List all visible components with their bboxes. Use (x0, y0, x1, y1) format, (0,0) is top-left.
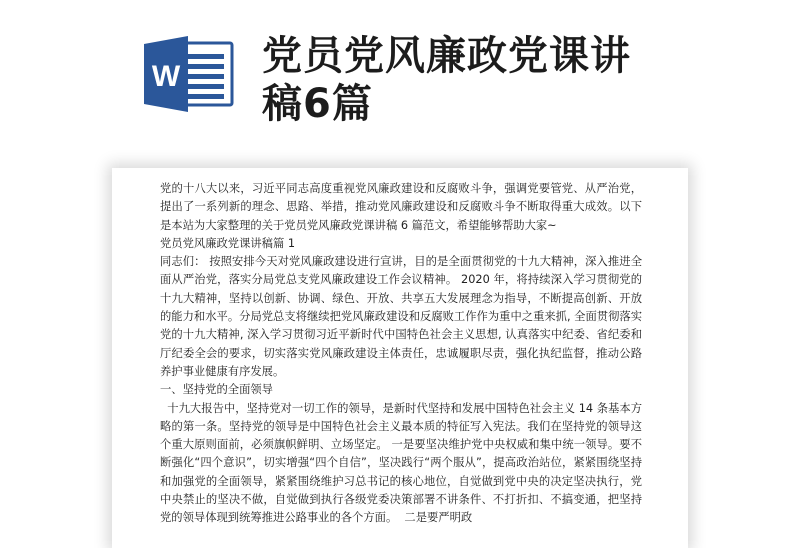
intro-paragraph: 党的十八大以来，习近平同志高度重视党风廉政建设和反腐败斗争，强调党要管党、从严治党，提出了一系列新的理念、思路、举措，推动党风廉政建设和反腐败斗争不断取得重大成效。以下是本站为大家整理的关于党员党风廉政党课讲稿 6 篇范文，希望能够帮助大家~ (160, 182, 642, 232)
document-page (112, 168, 688, 548)
word-icon-letter: W (151, 60, 181, 93)
header (0, 0, 800, 165)
body-paragraph: 十九大报告中，坚持党对一切工作的领导，是新时代坚持和发展中国特色社会主义 14 条基本方略的第一条。坚持党的领导是中国特色社会主义最本质的特征写入宪法。我们在坚持党的领导这个重大原则面前，必须旗帜鲜明、立场坚定。 一是要坚决维护党中央权威和集中统一领导。要不断强化“四个意识”，切实增强“四个自信”，坚决践行“两个服从”，提高政治站位，紧紧围绕坚持和加强党的全面领导，紧紧围绕维护习总书记的核心地位，自觉做到党中央的决定坚决执行，党中央禁止的坚决不做，自觉做到执行各级党委决策部署不讲条件、不打折扣、不搞变通，把坚持党的领导体现到统筹推进公路事业的各个方面。 二是要严明政 (160, 401, 642, 525)
subheading: 一、坚持党的全面领导 (160, 383, 273, 397)
body-paragraph: 同志们： 按照安排今天对党风廉政建设进行宣讲，目的是全面贯彻党的十九大精神，深入推进全面从严治党，落实分局党总支党风廉政建设工作会议精神。 2020 年，将持续深入学习贯彻党的十九大精神，坚持以创新、协调、绿色、开放、共享五大发展理念为指导，不断提高创新、开放的能力和水平。分局党总支将继续把党风廉政建设和反腐败工作作为重中之重来抓, 全面贯彻落实党的十九大精神, 深入学习贯彻习近平新时代中国特色社会主义思想, 认真落实中纪委、省纪委和厅纪委全会的要求，切实落实党风廉政建设主体责任，忠诚履职尽责，强化执纪监督，推动公路养护事业健康有序发展。 (160, 255, 642, 378)
title-line-2: 稿6篇 (262, 81, 373, 127)
section-heading: 党员党风廉政党课讲稿篇 1 (160, 236, 296, 250)
word-document-icon (142, 34, 234, 114)
title-line-1: 党员党风廉政党课讲 (262, 33, 631, 79)
page-title (262, 32, 782, 128)
document-body (160, 180, 642, 528)
